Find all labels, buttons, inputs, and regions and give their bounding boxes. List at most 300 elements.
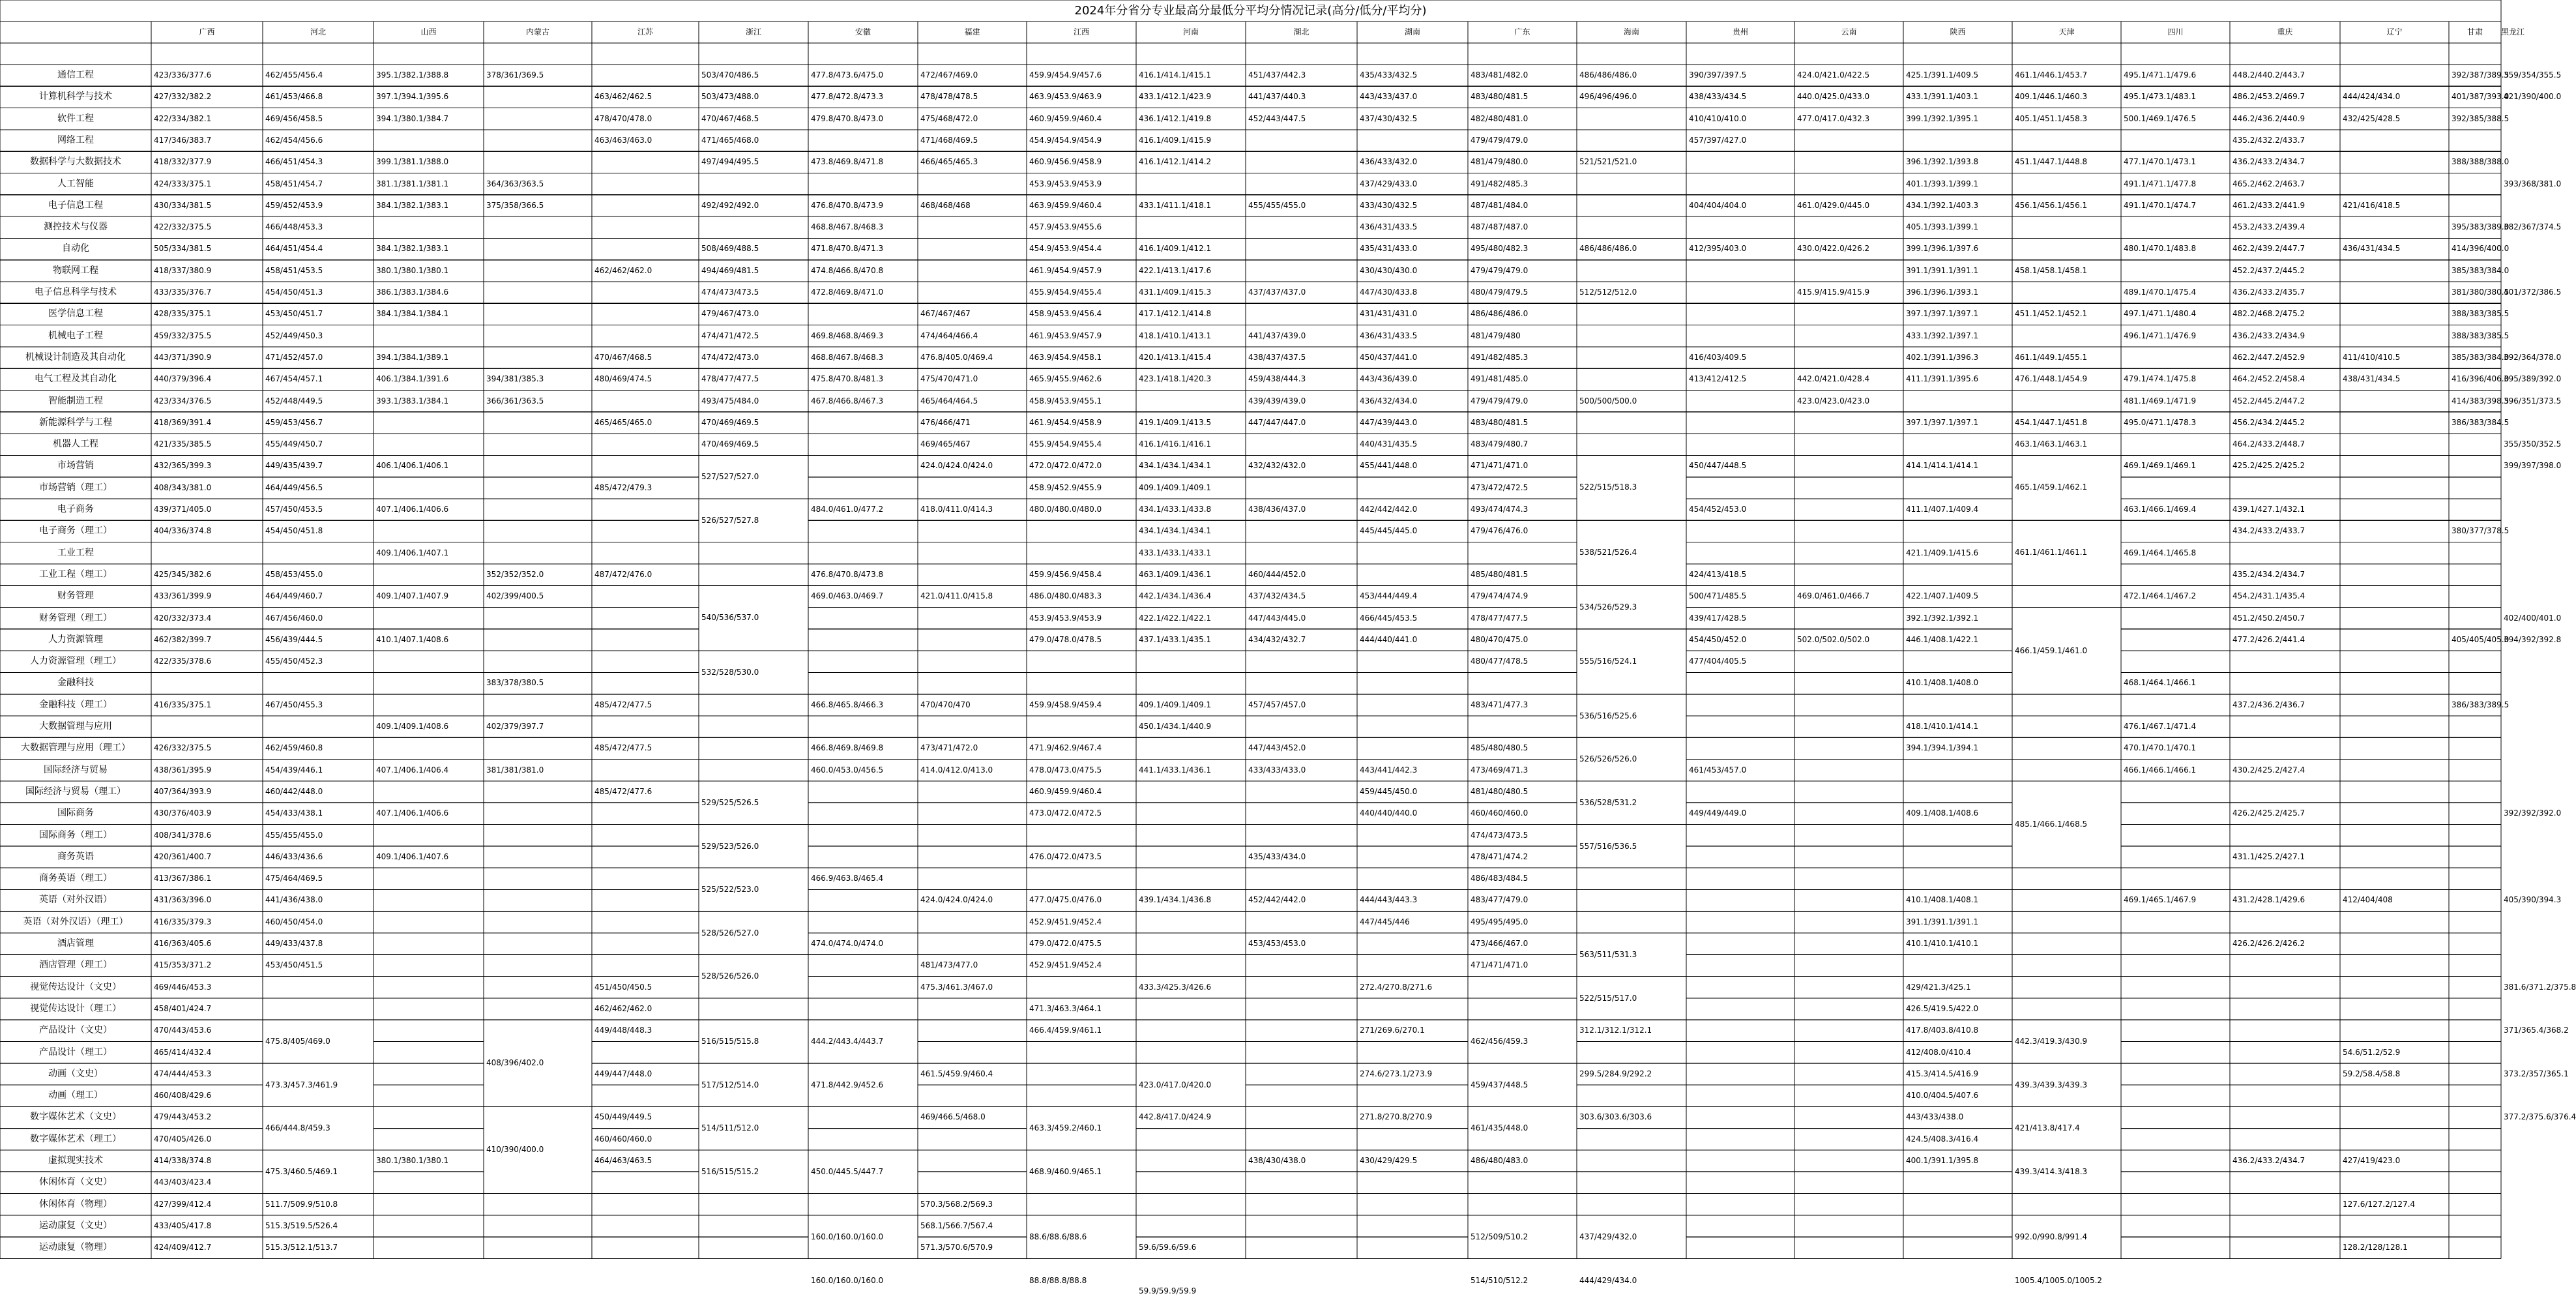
score-cell: 460.0/453.0/456.5 bbox=[808, 760, 918, 781]
score-cell: 471.3/463.3/464.1 bbox=[1027, 998, 1136, 1020]
merged-score-cell: 526/526/526.0 bbox=[1577, 737, 1686, 781]
score-cell: 436.2/433.2/435.7 bbox=[2230, 282, 2340, 303]
score-cell: 377.2/375.6/376.4 bbox=[2501, 1106, 2576, 1128]
score-cell: 402/379/397.7 bbox=[484, 716, 592, 737]
score-cell: 471/471/471.0 bbox=[1468, 455, 1577, 477]
score-cell: 466/448/453.3 bbox=[263, 216, 373, 238]
score-cell: 435/431/433.0 bbox=[1357, 238, 1468, 259]
score-cell: 412/408.0/410.4 bbox=[1903, 1042, 2012, 1063]
score-cell: 424/409/412.7 bbox=[151, 1237, 263, 1258]
score-cell: 434.1/434.1/434.1 bbox=[1136, 455, 1246, 477]
score-cell: 415/353/371.2 bbox=[151, 954, 263, 976]
score-cell: 426.5/419.5/422.0 bbox=[1903, 998, 2012, 1020]
score-cell: 496/496/496.0 bbox=[1577, 86, 1686, 108]
merged-score-cell: 526/527/527.8 bbox=[699, 499, 808, 542]
score-cell: 447/439/443.0 bbox=[1357, 412, 1468, 434]
merged-score-cell: 444/429/434.0 bbox=[1577, 1259, 1686, 1302]
major-name: 自动化 bbox=[0, 238, 151, 259]
merged-score-cell: 59.9/59.9/59.9 bbox=[1136, 1280, 1246, 1302]
major-name: 人工智能 bbox=[0, 173, 151, 195]
score-cell: 373.2/357/365.1 bbox=[2501, 1063, 2569, 1085]
score-cell: 458/453/455.0 bbox=[263, 564, 373, 585]
score-cell: 459/452/453.9 bbox=[263, 195, 373, 216]
merged-score-cell: 466/444.8/459.3 bbox=[263, 1106, 373, 1150]
score-cell: 449/447/448.0 bbox=[592, 1063, 699, 1085]
score-cell: 434.1/392.1/403.3 bbox=[1903, 195, 2012, 216]
score-cell: 429/421.3/425.1 bbox=[1903, 977, 2012, 998]
score-cell: 128.2/128/128.1 bbox=[2340, 1237, 2449, 1258]
score-cell: 384.1/384.1/384.1 bbox=[373, 303, 484, 325]
score-cell: 416.1/414.1/415.1 bbox=[1136, 65, 1246, 86]
score-cell: 443/436/439.0 bbox=[1357, 368, 1468, 390]
score-cell: 470/405/426.0 bbox=[151, 1129, 263, 1150]
score-cell: 412/404/408 bbox=[2340, 889, 2449, 911]
major-name: 休闲体育（文史） bbox=[0, 1172, 151, 1193]
score-cell: 460/442/448.0 bbox=[263, 781, 373, 803]
merged-score-cell: 563/511/531.3 bbox=[1577, 933, 1686, 977]
score-cell: 449/449/449.0 bbox=[1686, 803, 1794, 824]
score-cell: 461.9/453.9/457.9 bbox=[1027, 325, 1136, 347]
province-header: 重庆 bbox=[2230, 22, 2340, 43]
score-cell: 450/437/441.0 bbox=[1357, 347, 1468, 368]
score-cell: 469.0/463.0/469.7 bbox=[808, 585, 918, 607]
score-cell: 521/521/521.0 bbox=[1577, 151, 1686, 173]
score-cell: 473/466/467.0 bbox=[1468, 933, 1577, 954]
score-cell: 395/389/392.0 bbox=[2501, 368, 2561, 390]
score-cell: 472.0/472.0/472.0 bbox=[1027, 455, 1136, 477]
province-header: 福建 bbox=[918, 22, 1027, 43]
score-cell: 452/442/442.0 bbox=[1246, 889, 1357, 911]
score-cell: 439.1/427.1/432.1 bbox=[2230, 499, 2340, 520]
score-cell: 440/379/396.4 bbox=[151, 368, 263, 390]
merged-score-cell: 465.1/459.1/462.1 bbox=[2012, 455, 2121, 520]
merged-score-cell: 439.3/439.3/439.3 bbox=[2012, 1063, 2121, 1107]
score-cell: 485/472/477.5 bbox=[592, 737, 699, 759]
score-cell: 401/372/386.5 bbox=[2501, 282, 2561, 303]
score-cell: 508/469/488.5 bbox=[699, 238, 808, 259]
major-name: 视觉传达设计（理工） bbox=[0, 998, 151, 1020]
score-cell: 394.1/394.1/394.1 bbox=[1903, 737, 2012, 759]
score-cell: 435/433/432.5 bbox=[1357, 65, 1468, 86]
score-cell: 386.1/383.1/384.6 bbox=[373, 282, 484, 303]
score-cell: 413/412/412.5 bbox=[1686, 368, 1794, 390]
score-cell: 409.1/446.1/460.3 bbox=[2012, 86, 2121, 108]
major-name: 数据科学与大数据技术 bbox=[0, 151, 151, 173]
score-cell: 433.1/391.1/403.1 bbox=[1903, 86, 2012, 108]
score-cell: 463/463/463.0 bbox=[592, 130, 699, 151]
score-cell: 495/495/495.0 bbox=[1468, 911, 1577, 933]
score-cell: 423/334/376.5 bbox=[151, 391, 263, 412]
score-cell: 461.2/433.2/441.9 bbox=[2230, 195, 2340, 216]
score-cell: 451/437/442.3 bbox=[1246, 65, 1357, 86]
score-cell: 491/481/485.0 bbox=[1468, 368, 1577, 390]
score-cell: 409.1/409.1/408.6 bbox=[373, 716, 484, 737]
major-name: 产品设计（理工） bbox=[0, 1042, 151, 1063]
score-cell: 479.0/478.0/478.5 bbox=[1027, 629, 1136, 651]
score-cell: 424.5/408.3/416.4 bbox=[1903, 1129, 2012, 1150]
score-cell: 392/392/392.0 bbox=[2501, 803, 2561, 824]
score-cell: 439/439/439.0 bbox=[1246, 391, 1357, 412]
score-cell: 424/333/375.1 bbox=[151, 173, 263, 195]
major-name: 电子信息工程 bbox=[0, 195, 151, 216]
score-cell: 388/383/385.5 bbox=[2449, 303, 2501, 325]
score-cell: 419.1/409.1/413.5 bbox=[1136, 412, 1246, 434]
score-cell: 466.4/459.9/461.1 bbox=[1027, 1020, 1136, 1041]
score-cell: 512/512/512.0 bbox=[1577, 282, 1686, 303]
major-name: 商务英语 bbox=[0, 846, 151, 868]
score-cell: 442/442/442.0 bbox=[1357, 499, 1468, 520]
score-cell: 462/462/462.0 bbox=[592, 260, 699, 282]
score-cell: 427/419/423.0 bbox=[2340, 1150, 2449, 1172]
merged-score-cell: 408/396/402.0 bbox=[484, 1020, 592, 1106]
score-cell: 441/436/438.0 bbox=[263, 889, 373, 911]
score-cell: 423.1/418.1/420.3 bbox=[1136, 368, 1246, 390]
score-cell: 435/433/434.0 bbox=[1246, 846, 1357, 868]
score-cell: 474/473/473.5 bbox=[699, 282, 808, 303]
score-cell: 456/439/444.5 bbox=[263, 629, 373, 651]
score-cell: 433.3/425.3/426.6 bbox=[1136, 977, 1246, 998]
score-cell: 479/474/474.9 bbox=[1468, 585, 1577, 607]
merged-score-cell: 461/435/448.0 bbox=[1468, 1106, 1577, 1150]
province-header: 江西 bbox=[1027, 22, 1136, 43]
score-cell: 480.1/470.1/483.8 bbox=[2121, 238, 2230, 259]
score-cell: 454/433/438.1 bbox=[263, 803, 373, 824]
province-header: 云南 bbox=[1794, 22, 1903, 43]
score-cell: 453.9/453.9/453.9 bbox=[1027, 173, 1136, 195]
score-cell: 433/433/433.0 bbox=[1246, 760, 1357, 781]
score-cell: 395.1/382.1/388.8 bbox=[373, 65, 484, 86]
score-cell: 466/465/465.3 bbox=[918, 151, 1027, 173]
score-cell: 436/432/434.0 bbox=[1357, 391, 1468, 412]
score-cell: 478/471/474.2 bbox=[1468, 846, 1577, 868]
major-name: 英语（对外汉语） bbox=[0, 889, 151, 911]
major-name: 国际经济与贸易（理工） bbox=[0, 781, 151, 803]
score-cell: 434/432/432.7 bbox=[1246, 629, 1357, 651]
score-cell: 477.2/426.2/441.4 bbox=[2230, 629, 2340, 651]
score-cell: 476.1/448.1/454.9 bbox=[2012, 368, 2121, 390]
score-cell: 495.1/471.1/479.6 bbox=[2121, 65, 2230, 86]
score-cell: 411.1/391.1/395.6 bbox=[1903, 368, 2012, 390]
score-cell: 408/341/378.6 bbox=[151, 825, 263, 846]
score-cell: 399.1/381.1/388.0 bbox=[373, 151, 484, 173]
score-cell: 456.2/434.2/445.2 bbox=[2230, 412, 2340, 434]
score-cell: 465.9/455.9/462.6 bbox=[1027, 368, 1136, 390]
score-cell: 476.1/467.1/471.4 bbox=[2121, 716, 2230, 737]
merged-score-cell: 1005.4/1005.0/1005.2 bbox=[2012, 1259, 2121, 1302]
score-cell: 405.1/451.1/458.3 bbox=[2012, 108, 2121, 130]
score-cell: 436/433/432.0 bbox=[1357, 151, 1468, 173]
score-cell: 473/471/472.0 bbox=[918, 737, 1027, 759]
score-cell: 443/433/437.0 bbox=[1357, 86, 1468, 108]
score-cell: 502.0/502.0/502.0 bbox=[1794, 629, 1903, 651]
score-cell: 441/437/439.0 bbox=[1246, 325, 1357, 347]
score-cell: 448.2/440.2/443.7 bbox=[2230, 65, 2340, 86]
score-cell: 470/467/468.5 bbox=[699, 108, 808, 130]
score-cell: 355/350/352.5 bbox=[2501, 434, 2561, 455]
province-header: 辽宁 bbox=[2340, 22, 2449, 43]
major-name: 财务管理 bbox=[0, 585, 151, 607]
score-cell: 449/433/437.8 bbox=[263, 933, 373, 954]
score-cell: 423.0/423.0/423.0 bbox=[1794, 391, 1903, 412]
score-cell: 459/332/375.5 bbox=[151, 325, 263, 347]
score-cell: 420.1/413.1/415.4 bbox=[1136, 347, 1246, 368]
score-cell: 474/464/466.4 bbox=[918, 325, 1027, 347]
score-cell: 479/443/453.2 bbox=[151, 1106, 263, 1128]
province-header: 陕西 bbox=[1903, 22, 2012, 43]
score-cell: 477.8/473.6/475.0 bbox=[808, 65, 918, 86]
score-cell: 445/445/445.0 bbox=[1357, 520, 1468, 542]
score-cell: 478/478/478.5 bbox=[918, 86, 1027, 108]
score-cell: 459/438/444.3 bbox=[1246, 368, 1357, 390]
score-cell: 486/480/483.0 bbox=[1468, 1150, 1577, 1172]
score-cell: 474/473/473.5 bbox=[1468, 825, 1577, 846]
province-header: 河南 bbox=[1136, 22, 1246, 43]
score-cell: 405.1/393.1/399.1 bbox=[1903, 216, 2012, 238]
score-cell: 381.1/381.1/381.1 bbox=[373, 173, 484, 195]
score-cell: 413/367/386.1 bbox=[151, 868, 263, 889]
score-cell: 468.1/464.1/466.1 bbox=[2121, 672, 2230, 694]
score-cell: 416.1/412.1/414.2 bbox=[1136, 151, 1246, 173]
score-cell: 463.1/409.1/436.1 bbox=[1136, 564, 1246, 585]
score-cell: 479/479/479.0 bbox=[1468, 130, 1577, 151]
merged-score-cell: 461.1/461.1/461.1 bbox=[2012, 520, 2121, 585]
score-cell: 441/437/440.3 bbox=[1246, 86, 1357, 108]
score-cell: 423/336/377.6 bbox=[151, 65, 263, 86]
score-cell: 399.1/392.1/395.1 bbox=[1903, 108, 2012, 130]
score-cell: 491.1/470.1/474.7 bbox=[2121, 195, 2230, 216]
score-cell: 437.2/436.2/436.7 bbox=[2230, 694, 2340, 716]
major-name: 动画（文史） bbox=[0, 1063, 151, 1085]
score-cell: 472.1/464.1/467.2 bbox=[2121, 585, 2230, 607]
score-cell: 414/383/398.5 bbox=[2449, 391, 2501, 412]
major-name: 医学信息工程 bbox=[0, 303, 151, 325]
score-cell: 500.1/469.1/476.5 bbox=[2121, 108, 2230, 130]
score-cell: 478.0/473.0/475.5 bbox=[1027, 760, 1136, 781]
score-cell: 465.2/462.2/463.7 bbox=[2230, 173, 2340, 195]
major-name: 数字媒体艺术（理工） bbox=[0, 1129, 151, 1150]
score-cell: 392/385/388.5 bbox=[2449, 108, 2501, 130]
score-cell: 414.0/412.0/413.0 bbox=[918, 760, 1027, 781]
merged-score-cell: 517/512/514.0 bbox=[699, 1063, 808, 1107]
score-cell: 404/336/374.8 bbox=[151, 520, 263, 542]
score-cell: 456.1/456.1/456.1 bbox=[2012, 195, 2121, 216]
major-name: 网络工程 bbox=[0, 130, 151, 151]
merged-score-cell: 527/527/527.0 bbox=[699, 455, 808, 499]
score-cell: 483/479/480.7 bbox=[1468, 434, 1577, 455]
score-cell: 466/445/453.5 bbox=[1357, 608, 1468, 629]
merged-score-cell: 525/522/523.0 bbox=[699, 868, 808, 911]
score-cell: 400.1/391.1/395.8 bbox=[1903, 1150, 2012, 1172]
score-cell: 447/430/433.8 bbox=[1357, 282, 1468, 303]
score-cell: 430/429/429.5 bbox=[1357, 1150, 1468, 1172]
score-cell: 477.1/470.1/473.1 bbox=[2121, 151, 2230, 173]
score-cell: 438/430/438.0 bbox=[1246, 1150, 1357, 1172]
merged-score-cell: 423.0/417.0/420.0 bbox=[1136, 1063, 1246, 1107]
score-cell: 458.9/453.9/456.4 bbox=[1027, 303, 1136, 325]
score-cell: 467/456/460.0 bbox=[263, 608, 373, 629]
score-cell: 470/470/470 bbox=[918, 694, 1027, 716]
score-cell: 478/477/477.5 bbox=[699, 368, 808, 390]
score-cell: 410/410/410.0 bbox=[1686, 108, 1794, 130]
score-cell: 467.8/466.8/467.3 bbox=[808, 391, 918, 412]
score-cell: 407.1/406.1/406.6 bbox=[373, 499, 484, 520]
score-cell: 460/450/454.0 bbox=[263, 911, 373, 933]
score-cell: 271/269.6/270.1 bbox=[1357, 1020, 1468, 1041]
score-cell: 476.8/405.0/469.4 bbox=[918, 347, 1027, 368]
score-cell: 388/383/385.5 bbox=[2449, 325, 2501, 347]
score-cell: 410.1/407.1/408.6 bbox=[373, 629, 484, 651]
merged-score-cell: 512/509/510.2 bbox=[1468, 1215, 1577, 1259]
score-cell: 410.1/410.1/410.1 bbox=[1903, 933, 2012, 954]
score-cell: 477.0/475.0/476.0 bbox=[1027, 889, 1136, 911]
score-cell: 469/466.5/468.0 bbox=[918, 1106, 1027, 1128]
major-name: 新能源科学与工程 bbox=[0, 412, 151, 434]
score-cell: 450/449/449.5 bbox=[592, 1106, 699, 1128]
score-cell: 472.8/469.8/471.0 bbox=[808, 282, 918, 303]
score-cell: 437/437/437.0 bbox=[1246, 282, 1357, 303]
score-cell: 473.8/469.8/471.8 bbox=[808, 151, 918, 173]
score-cell: 460.9/459.9/460.4 bbox=[1027, 781, 1136, 803]
score-cell: 422.1/413.1/417.6 bbox=[1136, 260, 1246, 282]
province-header: 湖北 bbox=[1246, 22, 1357, 43]
merged-score-cell: 466.1/459.1/461.0 bbox=[2012, 608, 2121, 694]
score-cell: 421.1/409.1/415.6 bbox=[1903, 542, 2012, 564]
merged-score-cell: 450.0/445.5/447.7 bbox=[808, 1150, 918, 1194]
score-cell: 454.1/447.1/451.8 bbox=[2012, 412, 2121, 434]
score-cell: 409.1/407.1/407.9 bbox=[373, 585, 484, 607]
score-cell: 470/443/453.6 bbox=[151, 1020, 263, 1041]
score-cell: 364/363/363.5 bbox=[484, 173, 592, 195]
score-cell: 441.1/433.1/436.1 bbox=[1136, 760, 1246, 781]
score-cell: 464/449/460.7 bbox=[263, 585, 373, 607]
score-cell: 407/364/393.9 bbox=[151, 781, 263, 803]
score-cell: 447/447/447.0 bbox=[1246, 412, 1357, 434]
score-cell: 416.1/409.1/412.1 bbox=[1136, 238, 1246, 259]
score-cell: 383/378/380.5 bbox=[484, 672, 592, 694]
score-cell: 401/387/393.0 bbox=[2449, 86, 2501, 108]
score-cell: 450.1/434.1/440.9 bbox=[1136, 716, 1246, 737]
major-name: 工业工程 bbox=[0, 542, 151, 564]
score-cell: 446/433/436.6 bbox=[263, 846, 373, 868]
merged-score-cell: 410/390/400.0 bbox=[484, 1106, 592, 1193]
score-cell: 393.1/383.1/384.1 bbox=[373, 391, 484, 412]
merged-score-cell: 538/521/526.4 bbox=[1577, 520, 1686, 585]
major-name: 市场营销 bbox=[0, 455, 151, 477]
score-cell: 299.5/284.9/292.2 bbox=[1577, 1063, 1686, 1085]
score-cell: 420/332/373.4 bbox=[151, 608, 263, 629]
major-name: 财务管理（理工） bbox=[0, 608, 151, 629]
merged-score-cell: 528/526/526.0 bbox=[699, 954, 808, 998]
score-cell: 433/405/417.8 bbox=[151, 1215, 263, 1237]
score-cell: 476/466/471 bbox=[918, 412, 1027, 434]
score-cell: 434.2/433.2/433.7 bbox=[2230, 520, 2340, 542]
score-cell: 478/477/477.5 bbox=[1468, 608, 1577, 629]
score-cell: 418.0/411.0/414.3 bbox=[918, 499, 1027, 520]
score-cell: 460/460/460.0 bbox=[1468, 803, 1577, 824]
score-cell: 431.1/425.2/427.1 bbox=[2230, 846, 2340, 868]
score-cell: 439/371/405.0 bbox=[151, 499, 263, 520]
score-cell: 430.2/425.2/427.4 bbox=[2230, 760, 2340, 781]
merged-score-cell: 459/437/448.5 bbox=[1468, 1063, 1577, 1107]
score-cell: 479.0/472.0/475.5 bbox=[1027, 933, 1136, 954]
score-cell: 454.2/431.1/435.4 bbox=[2230, 585, 2340, 607]
merged-score-cell: 992.0/990.8/991.4 bbox=[2012, 1215, 2121, 1259]
score-cell: 443/433/438.0 bbox=[1903, 1106, 2012, 1128]
score-cell: 409.1/406.1/407.6 bbox=[373, 846, 484, 868]
major-name: 大数据管理与应用 bbox=[0, 716, 151, 737]
score-cell: 497.1/471.1/480.4 bbox=[2121, 303, 2230, 325]
score-cell: 431/431/431.0 bbox=[1357, 303, 1468, 325]
score-cell: 359/354/355.5 bbox=[2501, 65, 2561, 86]
score-cell: 432/365/399.3 bbox=[151, 455, 263, 477]
score-cell: 404/404/404.0 bbox=[1686, 195, 1794, 216]
score-cell: 392/387/389.5 bbox=[2449, 65, 2501, 86]
score-cell: 426.2/425.2/425.7 bbox=[2230, 803, 2340, 824]
score-cell: 481/473/477.0 bbox=[918, 954, 1027, 976]
score-cell: 380.1/380.1/380.1 bbox=[373, 1150, 484, 1172]
score-cell: 436.1/412.1/419.8 bbox=[1136, 108, 1246, 130]
score-cell: 459.9/458.9/459.4 bbox=[1027, 694, 1136, 716]
score-cell: 422/334/382.1 bbox=[151, 108, 263, 130]
score-cell: 462.2/439.2/447.7 bbox=[2230, 238, 2340, 259]
score-cell: 416/396/406.0 bbox=[2449, 368, 2501, 390]
score-cell: 405/405/405.0 bbox=[2449, 629, 2501, 651]
merged-score-cell: 439.3/414.3/418.3 bbox=[2012, 1150, 2121, 1194]
merged-score-cell: 522/515/518.3 bbox=[1577, 455, 1686, 520]
score-cell: 394/392/392.8 bbox=[2501, 629, 2561, 651]
score-cell: 433/335/376.7 bbox=[151, 282, 263, 303]
province-header: 河北 bbox=[263, 22, 373, 43]
score-cell: 458/451/454.7 bbox=[263, 173, 373, 195]
merged-score-cell: 557/516/536.5 bbox=[1577, 825, 1686, 868]
score-cell: 409.1/408.1/408.6 bbox=[1903, 803, 2012, 824]
province-header: 湖南 bbox=[1357, 22, 1468, 43]
score-cell: 414.1/414.1/414.1 bbox=[1903, 455, 2012, 477]
score-cell: 463.1/463.1/463.1 bbox=[2012, 434, 2121, 455]
merged-score-cell: 529/523/526.0 bbox=[699, 825, 808, 868]
score-cell: 385/383/384.0 bbox=[2449, 347, 2501, 368]
score-cell: 487/481/484.0 bbox=[1468, 195, 1577, 216]
score-cell: 392/364/378.0 bbox=[2501, 347, 2561, 368]
score-cell: 432/425/428.5 bbox=[2340, 108, 2449, 130]
province-header: 内蒙古 bbox=[484, 22, 592, 43]
major-name: 电子商务 bbox=[0, 499, 151, 520]
score-cell: 453.2/433.2/439.4 bbox=[2230, 216, 2340, 238]
score-cell: 447/443/445.0 bbox=[1246, 608, 1357, 629]
score-cell: 465/414/432.4 bbox=[151, 1042, 263, 1063]
major-name: 国际商务（理工） bbox=[0, 825, 151, 846]
score-cell: 415.9/415.9/415.9 bbox=[1794, 282, 1903, 303]
score-cell: 444/424/434.0 bbox=[2340, 86, 2449, 108]
score-cell: 497/494/495.5 bbox=[699, 151, 808, 173]
score-cell: 481/480/480.5 bbox=[1468, 781, 1577, 803]
score-cell: 396/351/373.5 bbox=[2501, 391, 2561, 412]
major-name: 大数据管理与应用（理工） bbox=[0, 737, 151, 759]
score-cell: 431/363/396.0 bbox=[151, 889, 263, 911]
province-header: 天津 bbox=[2012, 22, 2121, 43]
score-cell: 455/455/455.0 bbox=[263, 825, 373, 846]
score-cell: 416/363/405.6 bbox=[151, 933, 263, 954]
major-name: 机械设计制造及其自动化 bbox=[0, 347, 151, 368]
score-cell: 469/446/453.3 bbox=[151, 977, 263, 998]
score-cell: 464/463/463.5 bbox=[592, 1150, 699, 1172]
score-cell: 479/476/476.0 bbox=[1468, 520, 1577, 542]
merged-score-cell: 514/511/512.0 bbox=[699, 1106, 808, 1150]
score-cell: 421/335/385.5 bbox=[151, 434, 263, 455]
score-cell: 421/390/400.0 bbox=[2501, 86, 2561, 108]
score-cell: 470/469/469.5 bbox=[699, 434, 808, 455]
score-cell: 437/430/432.5 bbox=[1357, 108, 1468, 130]
